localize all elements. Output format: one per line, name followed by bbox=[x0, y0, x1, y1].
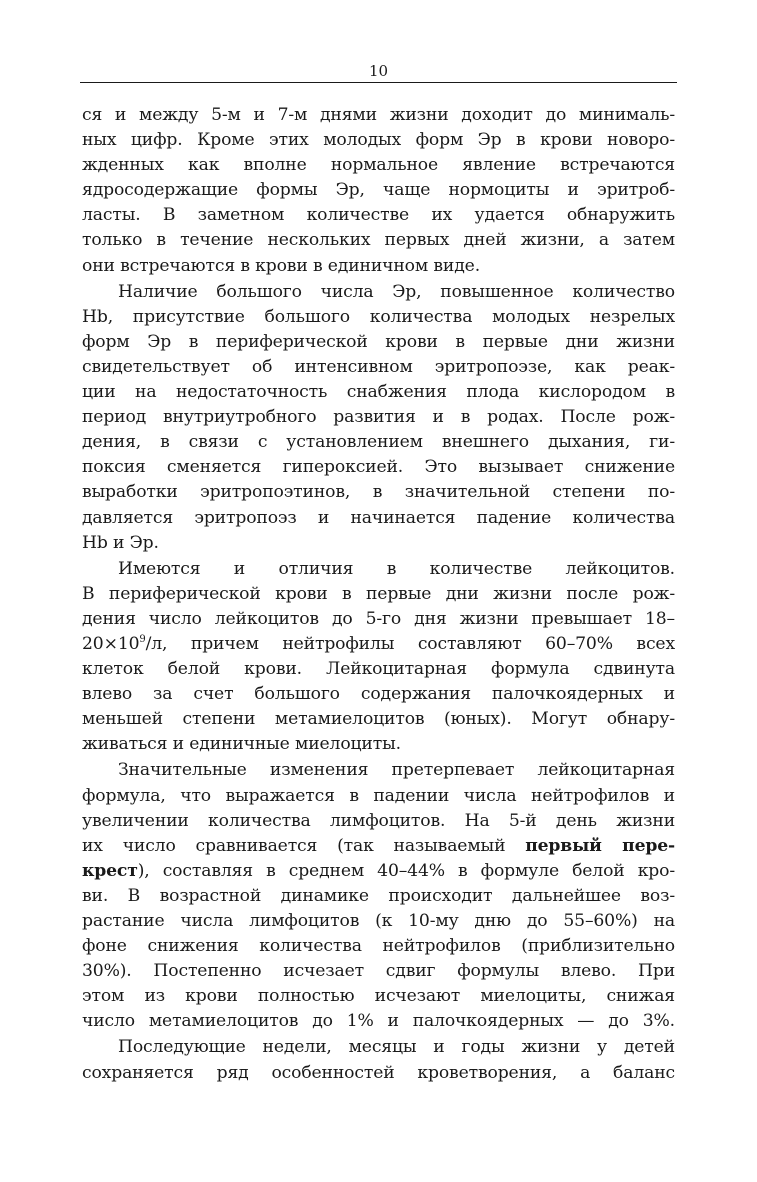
text-line: сохраняется ряд особенностей кроветворения, а баланс bbox=[82, 1062, 675, 1083]
paragraph bbox=[82, 103, 675, 279]
text-line: растание числа лимфоцитов (к 10-му дню до 55–60%) на bbox=[82, 911, 675, 931]
text-line: дения, в связи с установлением внешнего дыхания, ги- bbox=[82, 432, 675, 453]
text-line: форм Эр в периферической крови в первые дни жизни bbox=[82, 331, 675, 352]
text-line: давляется эритропоэз и начинается падение количества bbox=[82, 507, 675, 528]
bold-term: первый пере- bbox=[525, 835, 675, 856]
text-line: меньшей степени метамиелоцитов (юных). Могут обнару- bbox=[82, 709, 675, 730]
text-body bbox=[82, 103, 675, 1086]
text-line: только в течение нескольких первых дней жизни, а затем bbox=[82, 230, 675, 251]
text-line: ции на недостаточность снабжения плода кислородом в bbox=[82, 382, 675, 403]
text-line: 30%). Постепенно исчезает сдвиг формулы влево. При bbox=[82, 961, 675, 982]
text-line: Имеются и отличия в количестве лейкоцитов. bbox=[118, 558, 675, 579]
text-segment: 20×10 bbox=[82, 633, 140, 654]
text-line: число метамиелоцитов до 1% и палочкоядерных — до 3%. bbox=[82, 1011, 675, 1032]
text-line: ся и между 5-м и 7-м днями жизни доходит до минималь- bbox=[82, 105, 675, 125]
text-line: Последующие недели, месяцы и годы жизни у детей bbox=[118, 1037, 675, 1058]
paragraph bbox=[82, 1035, 675, 1085]
text-line: ласты. В заметном количестве их удается обнаружить bbox=[82, 205, 675, 226]
text-line: свидетельствует об интенсивном эритропоэзе, как реак- bbox=[82, 356, 675, 377]
text-line bbox=[82, 859, 675, 884]
paragraph bbox=[82, 557, 675, 758]
paragraph bbox=[82, 280, 675, 556]
paragraph bbox=[82, 758, 675, 1034]
text-line: Hb, присутствие большого количества молодых незрелых bbox=[82, 306, 675, 327]
text-line: ных цифр. Кроме этих молодых форм Эр в крови новоро- bbox=[82, 130, 675, 151]
page-number: 10 bbox=[368, 62, 389, 80]
text-line: период внутриутробного развития и в родах. После рож- bbox=[82, 407, 675, 428]
text-line: Hb и Эр. bbox=[82, 532, 159, 553]
text-line: влево за счет большого содержания палочкоядерных и bbox=[82, 684, 675, 705]
text-line: этом из крови полностью исчезают миелоциты, снижая bbox=[82, 986, 675, 1007]
text-line: выработки эритропоэтинов, в значительной степени по- bbox=[82, 482, 675, 503]
text-line: Значительные изменения претерпевает лейкоцитарная bbox=[118, 760, 675, 781]
text-segment: их число сравнивается (так называемый bbox=[82, 835, 526, 856]
text-line: увеличении количества лимфоцитов. На 5-й день жизни bbox=[82, 810, 675, 831]
text-line: жденных как вполне нормальное явление встречаются bbox=[82, 155, 675, 176]
text-line: клеток белой крови. Лейкоцитарная формула сдвинута bbox=[82, 659, 675, 680]
text-line: фоне снижения количества нейтрофилов (приблизительно bbox=[82, 936, 675, 957]
text-segment: ), составляя в среднем 40–44% в формуле белой кро- bbox=[137, 860, 675, 881]
text-line bbox=[82, 632, 675, 657]
text-line: дения число лейкоцитов до 5-го дня жизни превышает 18– bbox=[82, 608, 675, 629]
text-line: поксия сменяется гипероксией. Это вызывает снижение bbox=[82, 457, 675, 478]
header-rule bbox=[80, 82, 677, 83]
text-line bbox=[82, 834, 675, 859]
text-line: В периферической крови в первые дни жизни после рож- bbox=[82, 583, 675, 604]
text-line: Наличие большого числа Эр, повышенное количество bbox=[118, 281, 675, 302]
text-segment: /л, причем нейтрофилы составляют 60–70% всех bbox=[145, 633, 675, 654]
text-line: они встречаются в крови в единичном виде. bbox=[82, 255, 481, 276]
text-line: формула, что выражается в падении числа нейтрофилов и bbox=[82, 785, 675, 806]
text-line: живаться и единичные миелоциты. bbox=[82, 734, 401, 755]
text-line: ядросодержащие формы Эр, чаще нормоциты и эритроб- bbox=[82, 180, 675, 201]
bold-term: крест bbox=[82, 860, 138, 881]
text-line: ви. В возрастной динамике происходит дальнейшее воз- bbox=[82, 885, 675, 906]
superscript: 9 bbox=[139, 633, 146, 645]
